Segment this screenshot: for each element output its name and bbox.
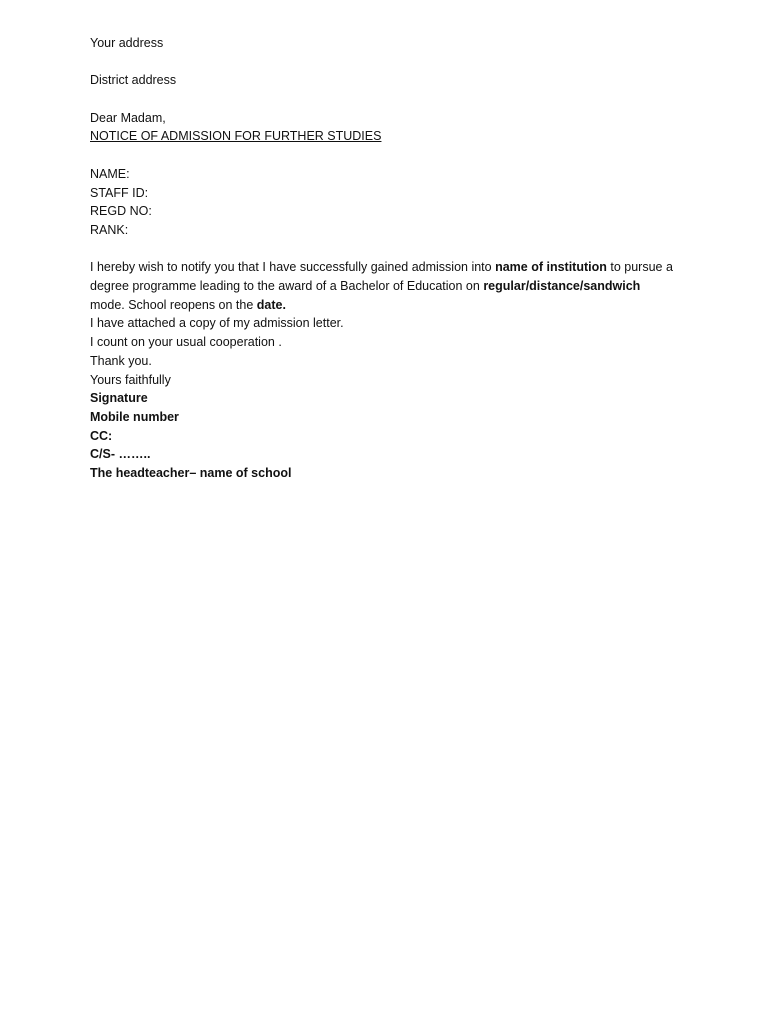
letter-subject: NOTICE OF ADMISSION FOR FURTHER STUDIES — [90, 129, 382, 144]
district-address: District address — [90, 73, 177, 88]
mobile-placeholder: Mobile number — [90, 410, 179, 424]
signature-placeholder: Signature — [90, 391, 148, 406]
field-rank: RANK: — [90, 222, 129, 237]
cc-label: CC: — [90, 428, 113, 443]
cs-line: C/S- …….. — [90, 447, 151, 462]
field-regd-no: REGD NO: — [90, 204, 152, 219]
spacer — [90, 53, 690, 72]
salutation: Dear Madam, — [90, 110, 166, 125]
cooperation-note: I count on your usual cooperation . — [90, 335, 282, 350]
body-paragraph — [90, 258, 675, 314]
body-text-a: I hereby wish to notify you that I have successfully gained admission into — [90, 260, 496, 275]
study-mode-placeholder: regular/distance/sandwich — [483, 279, 641, 294]
attached-note: I have attached a copy of my admission letter. — [90, 316, 344, 331]
thanks-line: Thank you. — [90, 353, 152, 368]
date-placeholder: date. — [256, 297, 286, 312]
field-name: NAME: — [90, 166, 130, 181]
spacer — [90, 146, 690, 165]
body-text-b: to pursue a degree programme leading to the award of a Bachelor of Education on — [90, 260, 673, 294]
spacer — [90, 90, 690, 109]
body-text-c: mode. School reopens on the — [90, 297, 257, 312]
spacer — [90, 240, 690, 259]
field-staff-id: STAFF ID: — [90, 185, 149, 200]
institution-placeholder: name of institution — [495, 260, 607, 275]
sender-address: Your address — [90, 36, 164, 50]
letter-document — [90, 34, 690, 483]
headteacher-line: The headteacher– name of school — [90, 466, 292, 481]
closing-yours: Yours faithfully — [90, 372, 171, 387]
